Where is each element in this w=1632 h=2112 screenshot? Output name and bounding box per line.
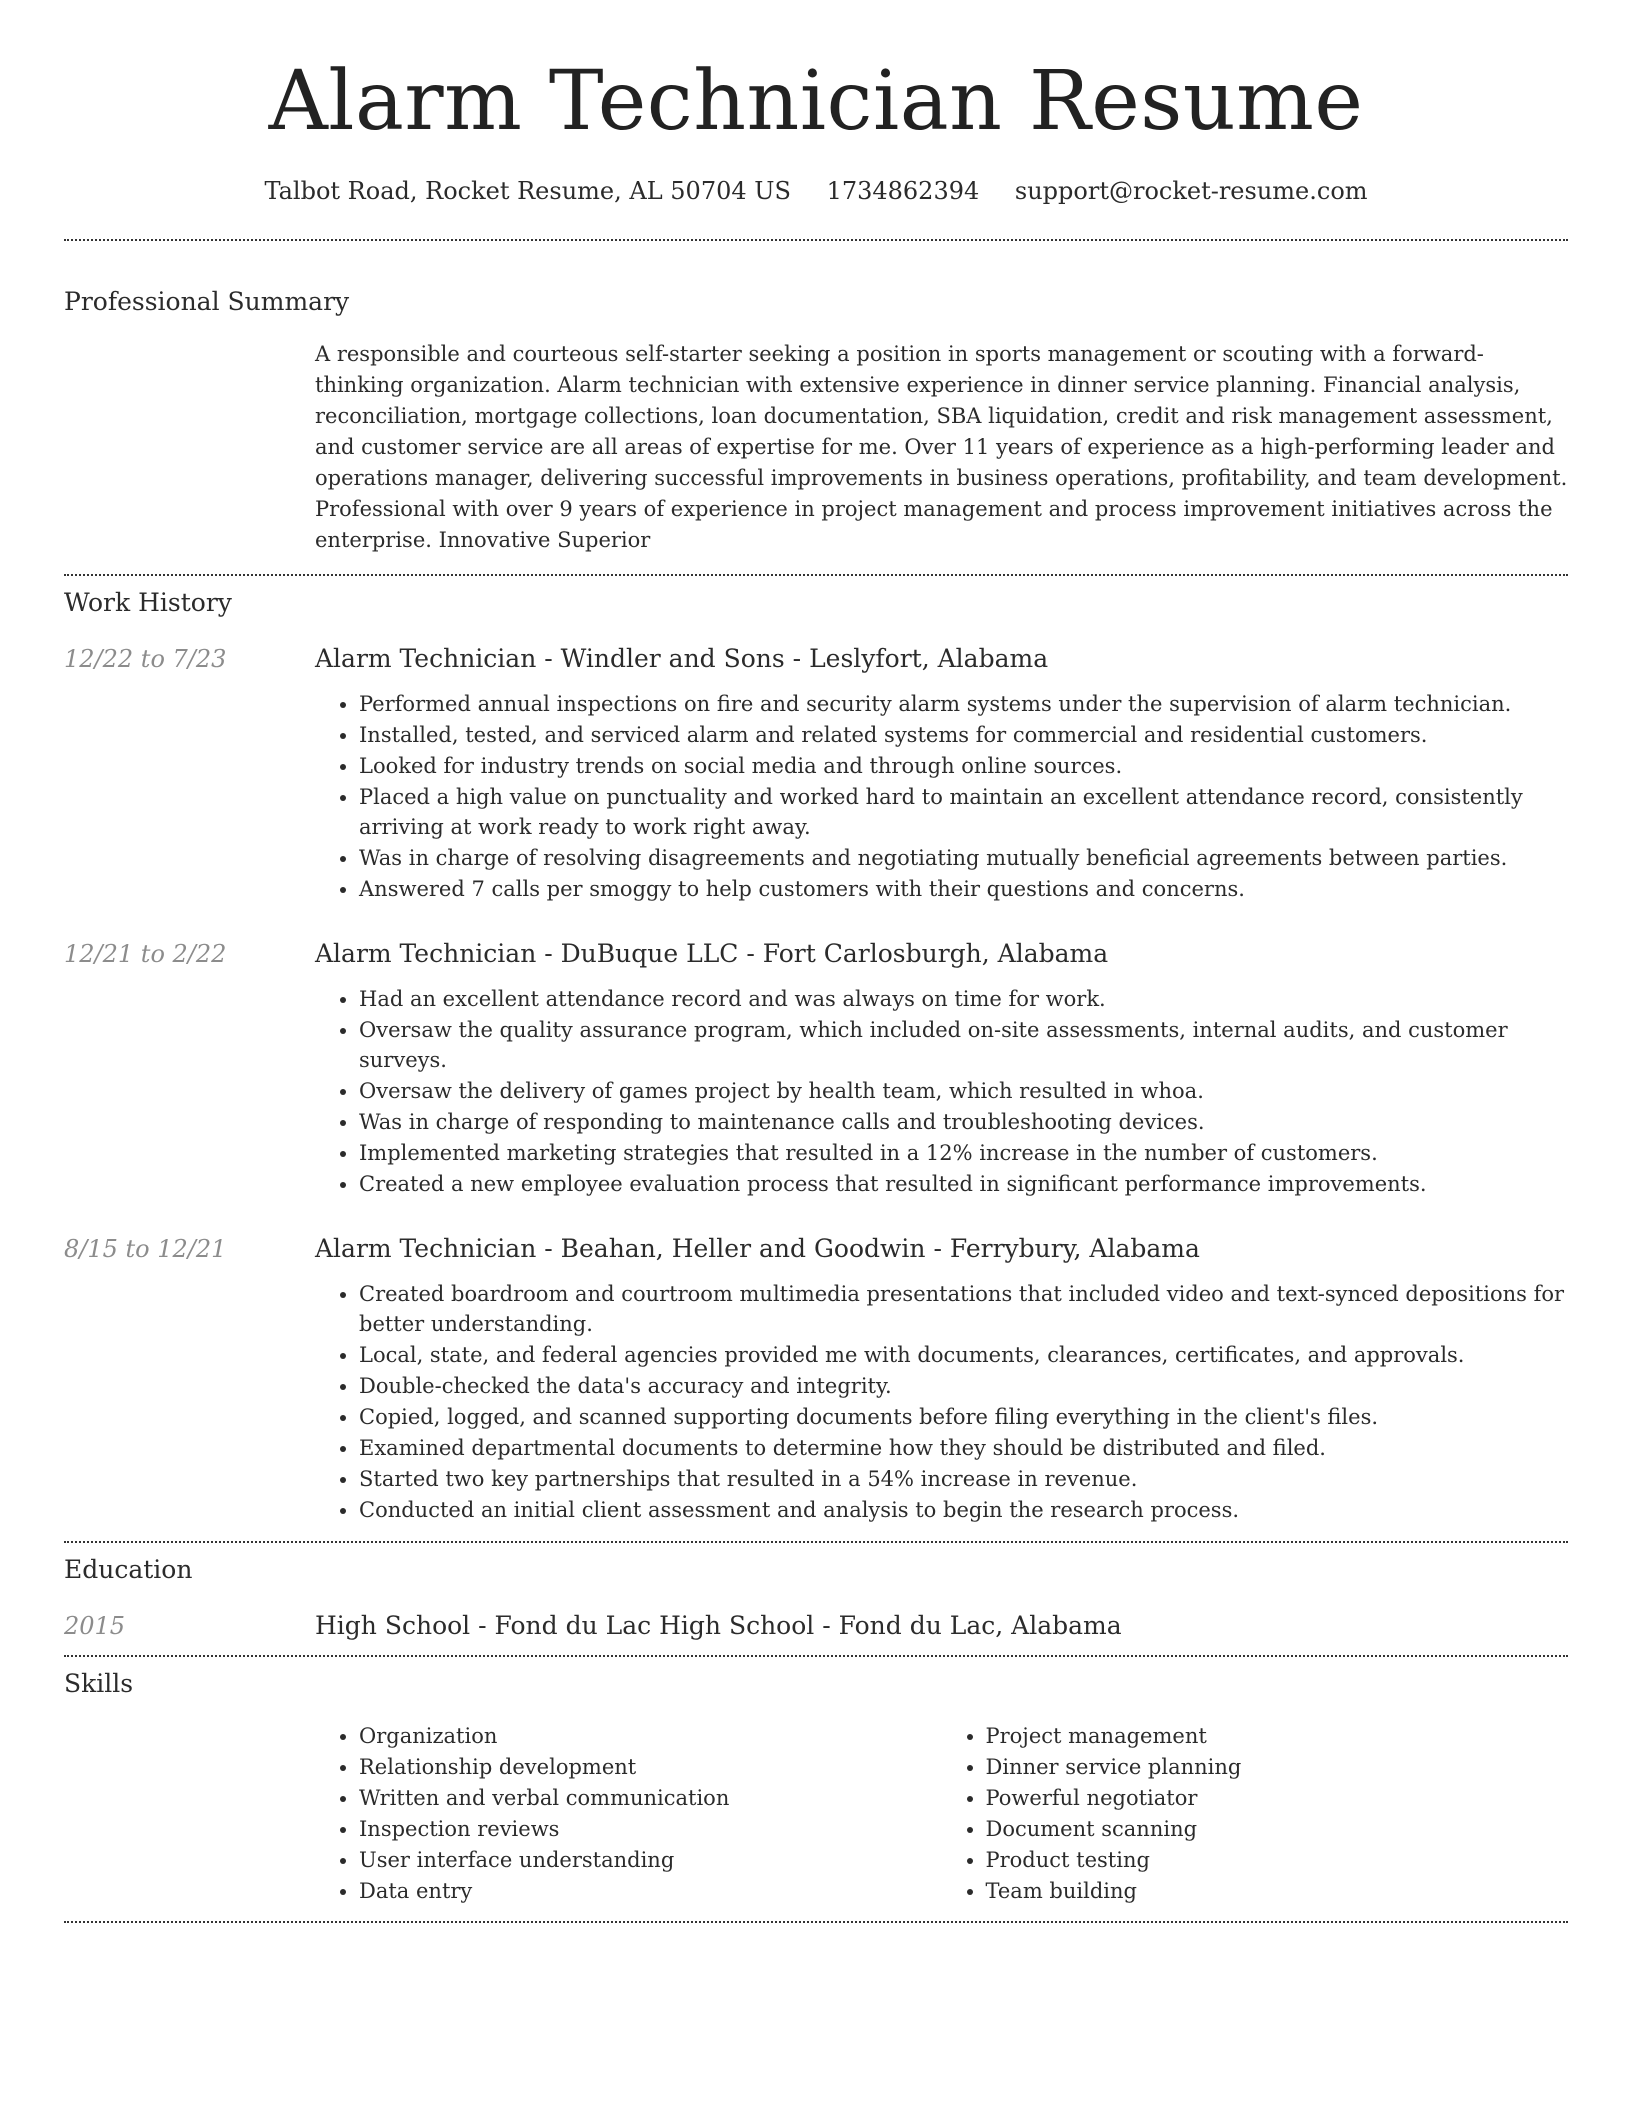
divider xyxy=(64,574,1568,576)
list-item: • Performed annual inspections on fire and security alarm systems under the supervision of alarm technician. xyxy=(359,689,1568,719)
skills-list-right xyxy=(942,1721,1569,1907)
skill-item: • Product testing xyxy=(986,1845,1569,1875)
job-bullets xyxy=(315,689,1568,904)
skill-item: • Relationship development xyxy=(359,1752,942,1782)
skill-item: • Document scanning xyxy=(986,1814,1569,1844)
divider xyxy=(64,1655,1568,1657)
contact-address: Talbot Road, Rocket Resume, AL 50704 US xyxy=(264,177,791,205)
list-item: • Copied, logged, and scanned supporting documents before filing everything in the client's files. xyxy=(359,1402,1568,1432)
skills-heading: Skills xyxy=(64,1669,134,1698)
list-item: • Implemented marketing strategies that resulted in a 12% increase in the number of customers. xyxy=(359,1138,1568,1168)
job-bullets xyxy=(315,984,1568,1199)
contact-line xyxy=(64,174,1568,208)
job-title: Alarm Technician - Beahan, Heller and Goodwin - Ferrybury, Alabama xyxy=(315,1234,1200,1263)
skill-item: • Data entry xyxy=(359,1876,942,1906)
job-title: Alarm Technician - DuBuque LLC - Fort Carlosburgh, Alabama xyxy=(315,939,1109,968)
divider xyxy=(64,239,1568,241)
education-date: 2015 xyxy=(64,1612,126,1640)
skills-section xyxy=(64,1667,1568,1907)
contact-phone: 1734862394 xyxy=(826,177,980,205)
job-date: 8/15 to 12/21 xyxy=(64,1235,227,1263)
list-item: • Was in charge of resolving disagreements and negotiating mutually beneficial agreements between parties. xyxy=(359,843,1568,873)
education-entry xyxy=(64,1609,1568,1643)
job-entry xyxy=(64,937,1568,1199)
list-item: • Created a new employee evaluation process that resulted in significant performance improvements. xyxy=(359,1169,1568,1199)
list-item: • Double-checked the data's accuracy and integrity. xyxy=(359,1371,1568,1401)
list-item: • Was in charge of responding to maintenance calls and troubleshooting devices. xyxy=(359,1107,1568,1137)
skill-item: • Inspection reviews xyxy=(359,1814,942,1844)
list-item: • Had an excellent attendance record and was always on time for work. xyxy=(359,984,1568,1014)
skill-item: • Organization xyxy=(359,1721,942,1751)
list-item: • Created boardroom and courtroom multimedia presentations that included video and text-synced depositions for better understanding. xyxy=(359,1279,1568,1339)
job-bullets xyxy=(315,1279,1568,1525)
list-item: • Examined departmental documents to determine how they should be distributed and filed. xyxy=(359,1433,1568,1463)
skill-item: • Powerful negotiator xyxy=(986,1783,1569,1813)
list-item: • Looked for industry trends on social media and through online sources. xyxy=(359,751,1568,781)
work-history-heading: Work History xyxy=(64,588,232,617)
job-entry xyxy=(64,642,1568,904)
summary-heading: Professional Summary xyxy=(64,287,350,316)
list-item: • Placed a high value on punctuality and worked hard to maintain an excellent attendance record, consistently arriving at work ready to work right away. xyxy=(359,782,1568,842)
education-section xyxy=(64,1553,1568,1643)
work-history-section xyxy=(64,586,1568,1525)
summary-section xyxy=(64,285,1568,556)
list-item: • Started two key partnerships that resulted in a 54% increase in revenue. xyxy=(359,1464,1568,1494)
divider xyxy=(64,1541,1568,1543)
skill-item: • Dinner service planning xyxy=(986,1752,1569,1782)
skill-item: • Written and verbal communication xyxy=(359,1783,942,1813)
skills-columns xyxy=(315,1721,1568,1907)
list-item: • Installed, tested, and serviced alarm and related systems for commercial and residential customers. xyxy=(359,720,1568,750)
contact-email: support@rocket-resume.com xyxy=(1014,177,1368,205)
education-heading: Education xyxy=(64,1555,193,1584)
list-item: • Oversaw the quality assurance program, which included on-site assessments, internal audits, and customer surveys. xyxy=(359,1015,1568,1075)
skill-item: • User interface understanding xyxy=(359,1845,942,1875)
summary-text: A responsible and courteous self-starter seeking a position in sports management or scouting with a forward-thinking organization. Alarm technician with extensive experience in dinner service planning. Financial analysis, reconciliation, mortgage collections, loan documentation, SBA liquidation, credit and risk management assessment, and customer service are all areas of expertise for me. Over 11 years of experience as a high-performing leader and operations manager, delivering successful improvements in business operations, profitability, and team development. Professional with over 9 years of experience in project management and process improvement initiatives across the enterprise. Innovative Superior xyxy=(315,342,1568,552)
education-title: High School - Fond du Lac High School - Fond du Lac, Alabama xyxy=(315,1611,1122,1640)
job-date: 12/21 to 2/22 xyxy=(64,940,227,968)
list-item: • Oversaw the delivery of games project by health team, which resulted in whoa. xyxy=(359,1076,1568,1106)
skill-item: • Project management xyxy=(986,1721,1569,1751)
list-item: • Answered 7 calls per smoggy to help customers with their questions and concerns. xyxy=(359,874,1568,904)
list-item: • Conducted an initial client assessment and analysis to begin the research process. xyxy=(359,1495,1568,1525)
resume-title: Alarm Technician Resume xyxy=(268,54,1364,149)
skills-list-left xyxy=(315,1721,942,1907)
job-entry xyxy=(64,1232,1568,1525)
list-item: • Local, state, and federal agencies provided me with documents, clearances, certificates, and approvals. xyxy=(359,1340,1568,1370)
job-title: Alarm Technician - Windler and Sons - Leslyfort, Alabama xyxy=(315,644,1049,673)
divider xyxy=(64,1921,1568,1923)
skill-item: • Team building xyxy=(986,1876,1569,1906)
job-date: 12/22 to 7/23 xyxy=(64,645,227,673)
